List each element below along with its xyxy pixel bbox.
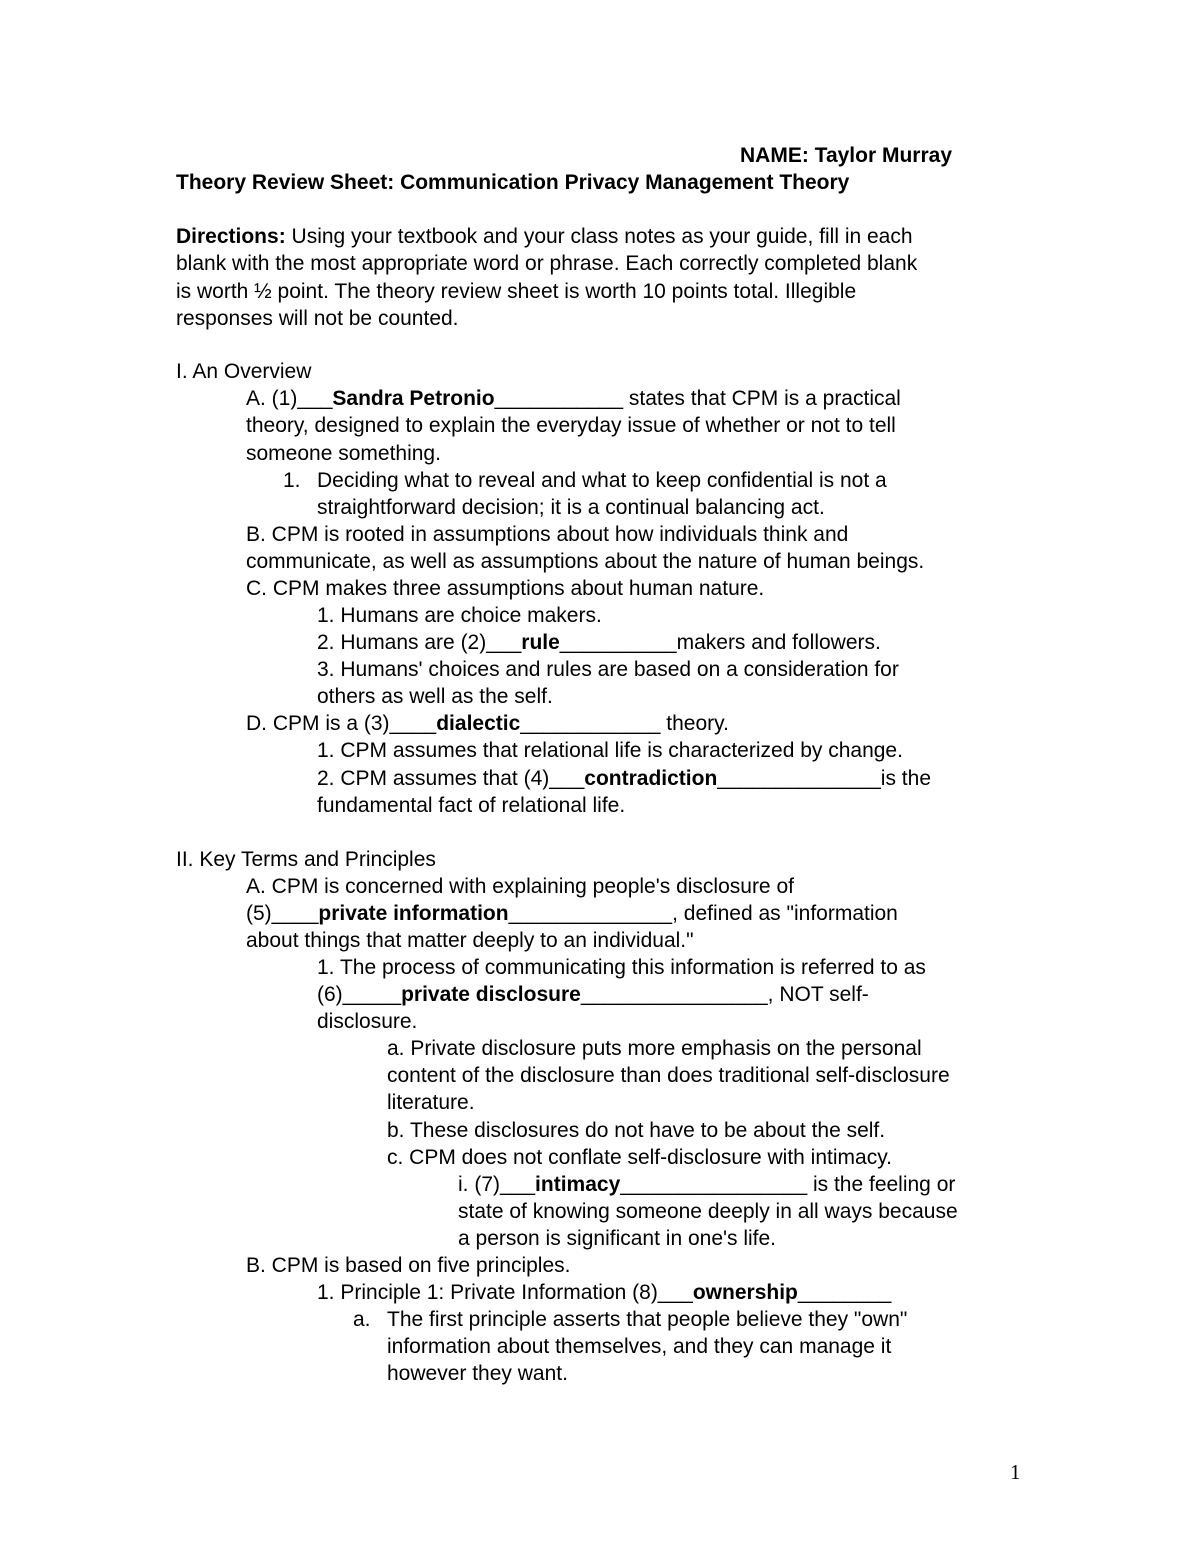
- item-1A-sub1-num: 1.: [283, 469, 301, 492]
- item-2B-1a-line3: however they want.: [387, 1362, 568, 1385]
- item-2B-1a-line2: information about themselves, and they can manage it: [387, 1335, 892, 1358]
- item-2A-line2: (5)____private information______________, defined as "information: [246, 902, 898, 925]
- item-1D-1: 1. CPM assumes that relational life is characterized by change.: [317, 739, 903, 762]
- item-2A-1a-line3: literature.: [387, 1091, 475, 1114]
- item-2A-1b: b. These disclosures do not have to be about the self.: [387, 1119, 886, 1142]
- name-label: NAME:: [740, 144, 815, 167]
- name-value: Taylor Murray: [814, 144, 952, 167]
- answer-4: contradiction: [584, 767, 718, 790]
- item-2B: B. CPM is based on five principles.: [246, 1254, 571, 1277]
- item-2A-1-cont: disclosure.: [317, 1010, 418, 1033]
- item-2A-1-line2: (6)_____private disclosure________________, NOT self-: [317, 983, 869, 1006]
- answer-6: private disclosure: [401, 983, 581, 1006]
- document-title: Theory Review Sheet: Communication Privacy Management Theory: [176, 171, 850, 194]
- item-1A-sub1-line2: straightforward decision; it is a continual balancing act.: [317, 496, 825, 519]
- answer-7: intimacy: [535, 1173, 621, 1196]
- item-1A-sub1-line1: Deciding what to reveal and what to keep confidential is not a: [317, 469, 887, 492]
- item-2B-1a-label: a.: [353, 1308, 371, 1331]
- item-1D-2-cont: fundamental fact of relational life.: [317, 794, 626, 817]
- item-2A-1-line1: 1. The process of communicating this information is referred to as: [317, 956, 926, 979]
- item-1A-cont-2: someone something.: [246, 442, 441, 465]
- item-1C-1: 1. Humans are choice makers.: [317, 604, 602, 627]
- item-2A-line3: about things that matter deeply to an individual.": [246, 929, 694, 952]
- answer-5: private information: [318, 902, 509, 925]
- item-1C-3-line1: 3. Humans' choices and rules are based on a consideration for: [317, 658, 899, 681]
- item-1C: C. CPM makes three assumptions about human nature.: [246, 577, 765, 600]
- item-2B-1a-line1: The first principle asserts that people believe they "own": [387, 1308, 908, 1331]
- item-1C-3-line2: others as well as the self.: [317, 685, 553, 708]
- item-1A-cont-1: theory, designed to explain the everyday issue of whether or not to tell: [246, 414, 896, 437]
- item-1B-line1: B. CPM is rooted in assumptions about how individuals think and: [246, 523, 849, 546]
- answer-3: dialectic: [436, 712, 521, 735]
- answer-1: Sandra Petronio: [332, 387, 495, 410]
- section-2-heading: II. Key Terms and Principles: [176, 848, 436, 871]
- directions-line-4: responses will not be counted.: [176, 307, 459, 330]
- item-1D: D. CPM is a (3)____dialectic____________ theory.: [246, 712, 729, 735]
- answer-2: rule: [521, 631, 560, 654]
- item-1C-2: 2. Humans are (2)___rule__________makers and followers.: [317, 631, 881, 654]
- item-2A-1c-i-cont2: a person is significant in one's life.: [458, 1227, 777, 1250]
- answer-8: ownership: [692, 1281, 798, 1304]
- item-1A: A. (1)___Sandra Petronio___________ states that CPM is a practical: [246, 387, 901, 410]
- item-2A-1c: c. CPM does not conflate self-disclosure with intimacy.: [387, 1146, 892, 1169]
- item-2B-1: 1. Principle 1: Private Information (8)___ownership________: [317, 1281, 892, 1304]
- directions-line-2: blank with the most appropriate word or phrase. Each correctly completed blank: [176, 252, 918, 275]
- item-2A-1a-line1: a. Private disclosure puts more emphasis on the personal: [387, 1037, 922, 1060]
- item-2A-line1: A. CPM is concerned with explaining people's disclosure of: [246, 875, 794, 898]
- item-2A-1c-i: i. (7)___intimacy________________ is the feeling or: [458, 1173, 956, 1196]
- directions-line-3: is worth ½ point. The theory review sheet is worth 10 points total. Illegible: [176, 280, 857, 303]
- item-2A-1c-i-cont1: state of knowing someone deeply in all ways because: [458, 1200, 958, 1223]
- directions-line-1: Directions: Using your textbook and your class notes as your guide, fill in each: [176, 225, 913, 248]
- section-1-heading: I. An Overview: [176, 360, 312, 383]
- student-name: [740, 142, 952, 169]
- item-1D-2: 2. CPM assumes that (4)___contradiction______________is the: [317, 767, 931, 790]
- directions-label: Directions:: [176, 225, 286, 248]
- item-2A-1a-line2: content of the disclosure than does traditional self-disclosure: [387, 1064, 950, 1087]
- item-1B-line2: communicate, as well as assumptions about the nature of human beings.: [246, 550, 925, 573]
- page-number: 1: [1010, 1460, 1021, 1484]
